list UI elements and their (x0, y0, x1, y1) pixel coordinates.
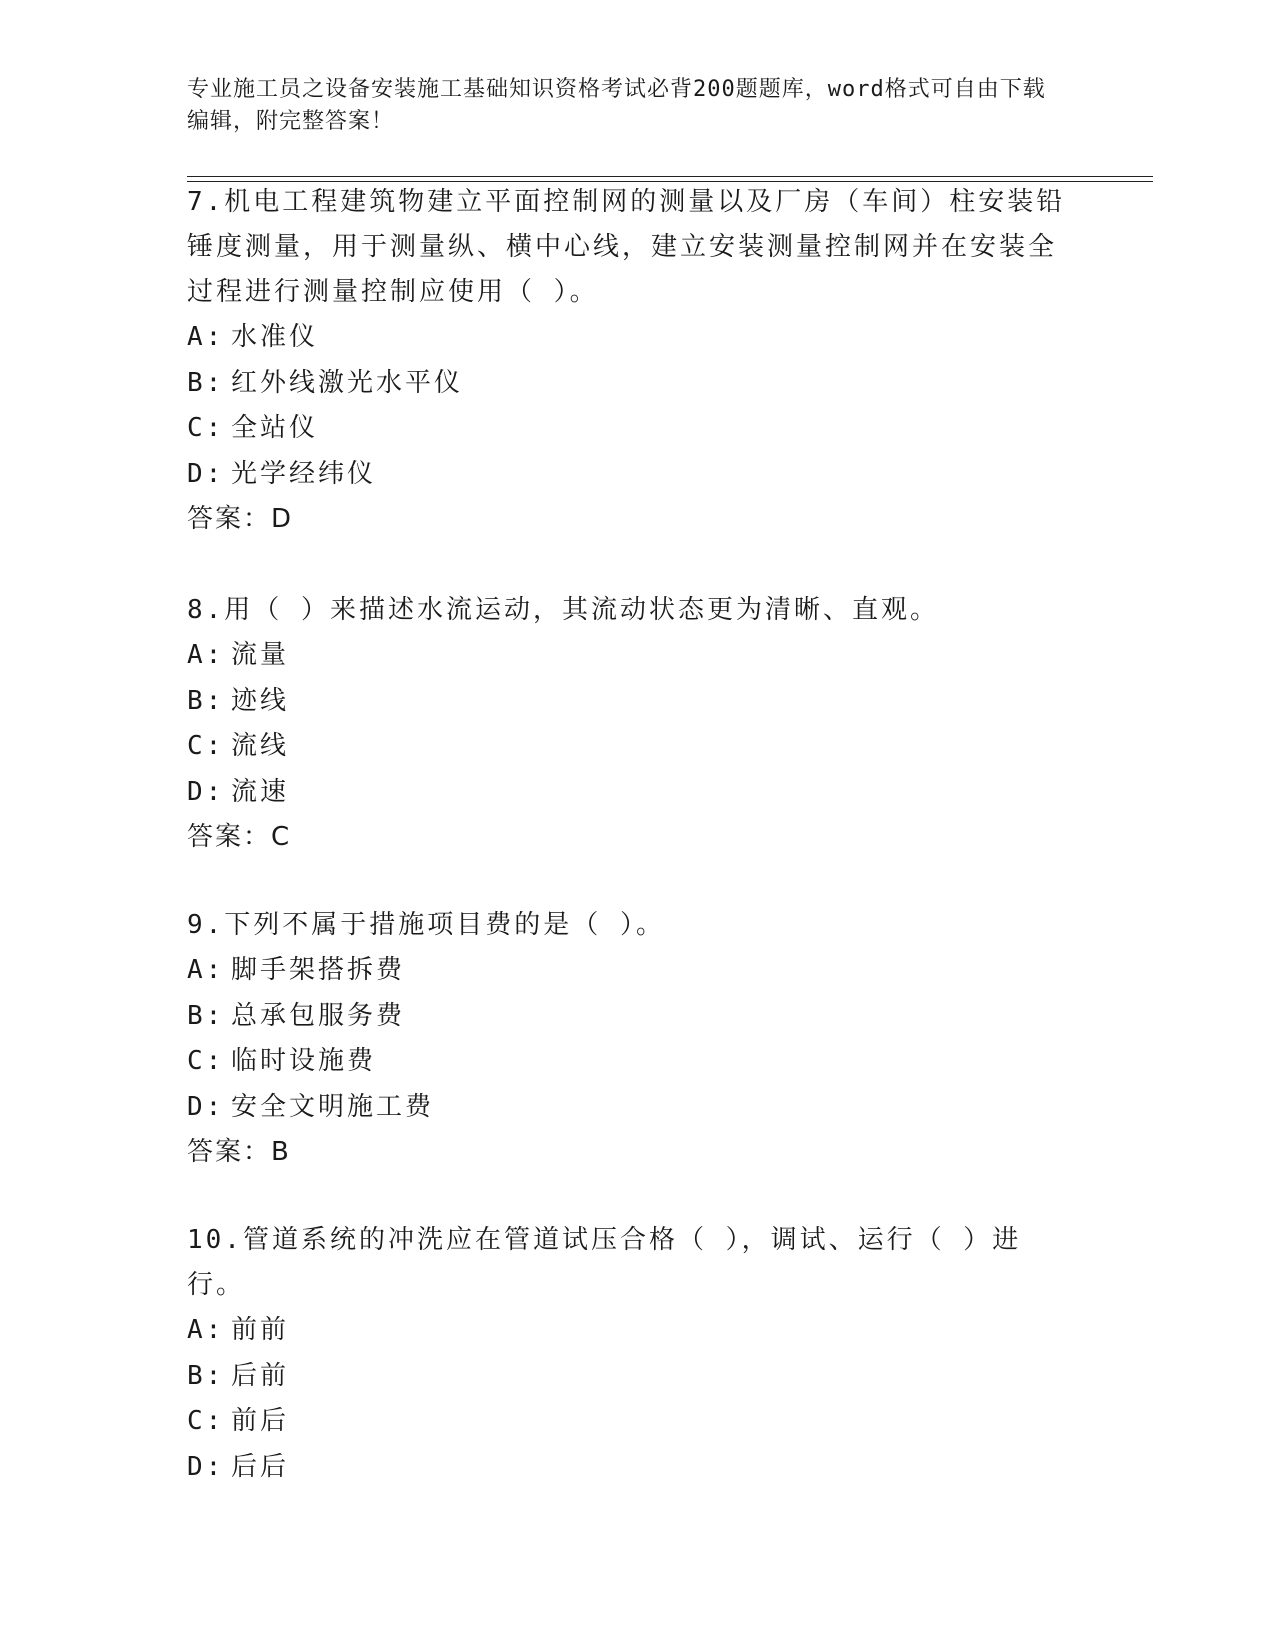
option-text: 后后 (231, 1451, 290, 1482)
answer-line: 答案：C (187, 822, 292, 852)
option-key: B: (187, 685, 225, 716)
option-d (187, 1445, 1067, 1491)
option-a (187, 948, 1067, 994)
option-a (187, 1308, 1067, 1354)
question-stem: 8.用（ ）来描述水流运动，其流动状态更为清晰、直观。 (187, 595, 939, 625)
option-c (187, 1399, 1067, 1445)
option-key: C: (187, 413, 225, 443)
option-c (187, 724, 1067, 770)
option-key: B: (187, 1000, 225, 1031)
question-stem: 7.机电工程建筑物建立平面控制网的测量以及厂房（车间）柱安装铅锤度测量，用于测量纵、横中心线，建立安装测量控制网并在安装全过程进行测量控制应使用（ ）。 (187, 187, 1066, 307)
question-block (187, 903, 1067, 1175)
option-b (187, 679, 1067, 725)
option-d (187, 1085, 1067, 1131)
option-text: 红外线激光水平仪 (231, 367, 464, 398)
option-key: D: (187, 776, 225, 807)
option-text: 后前 (231, 1360, 290, 1391)
option-key: D: (187, 1091, 225, 1122)
option-text: 流线 (231, 731, 290, 761)
answer-line: 答案：B (187, 1137, 291, 1167)
option-key: A: (187, 1315, 225, 1345)
option-b (187, 994, 1067, 1040)
option-key: C: (187, 1406, 225, 1436)
option-text: 流速 (231, 776, 290, 807)
option-text: 前后 (231, 1406, 290, 1436)
option-text: 脚手架搭拆费 (231, 955, 406, 985)
answer-line: 答案：D (187, 504, 294, 534)
document-header (187, 74, 1067, 138)
option-text: 安全文明施工费 (231, 1091, 435, 1122)
option-text: 迹线 (231, 685, 290, 716)
option-key: A: (187, 322, 225, 352)
header-intro-text: 专业施工员之设备安装施工基础知识资格考试必背200题题库，word格式可自由下载编辑，附完整答案！ (187, 77, 1046, 134)
option-key: D: (187, 1451, 225, 1482)
option-key: C: (187, 1046, 225, 1076)
option-key: D: (187, 458, 225, 489)
question-block (187, 1218, 1067, 1490)
option-b (187, 1354, 1067, 1400)
question-stem: 9.下列不属于措施项目费的是（ ）。 (187, 910, 665, 940)
option-text: 临时设施费 (231, 1046, 377, 1076)
option-text: 前前 (231, 1315, 290, 1345)
option-text: 流量 (231, 640, 290, 670)
option-d (187, 452, 1067, 498)
option-d (187, 770, 1067, 816)
option-c (187, 406, 1067, 452)
option-key: B: (187, 367, 225, 398)
question-block (187, 180, 1067, 542)
option-a (187, 633, 1067, 679)
option-text: 水准仪 (231, 322, 319, 352)
option-text: 全站仪 (231, 413, 319, 443)
option-a (187, 315, 1067, 361)
option-text: 光学经纬仪 (231, 458, 377, 489)
option-text: 总承包服务费 (231, 1000, 406, 1031)
option-key: C: (187, 731, 225, 761)
option-key: A: (187, 640, 225, 670)
option-b (187, 361, 1067, 407)
option-c (187, 1039, 1067, 1085)
option-key: B: (187, 1360, 225, 1391)
question-stem: 10.管道系统的冲洗应在管道试压合格（ ），调试、运行（ ）进行。 (187, 1225, 1022, 1300)
header-divider-top (187, 176, 1153, 177)
question-block (187, 588, 1067, 860)
option-key: A: (187, 955, 225, 985)
